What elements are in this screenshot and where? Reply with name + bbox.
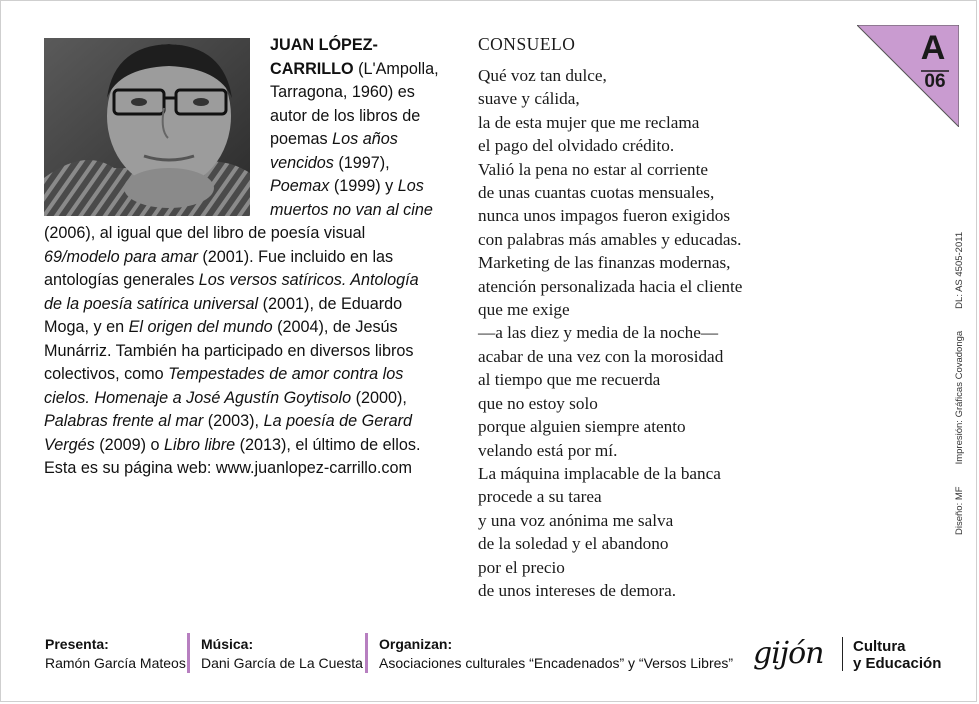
gijon-wordmark: gijón: [753, 636, 824, 671]
poem-line: Valió la pena no estar al corriente: [478, 159, 709, 179]
book-title: La poesía de Gerard Vergés: [44, 412, 413, 454]
book-title: Los años vencidos: [270, 130, 398, 172]
poem: [478, 33, 848, 602]
book-title: El origen del mundo: [128, 318, 273, 336]
poem-line: procede a su tarea: [478, 487, 602, 507]
presenta-value: Ramón García Mateos: [45, 655, 186, 671]
book-title: Poemax: [270, 177, 330, 195]
poem-line: nunca unos impagos fueron exigidos: [478, 206, 731, 226]
footer-separator: [365, 633, 368, 673]
badge-letter: A: [920, 29, 946, 67]
poem-title: CONSUELO: [478, 34, 576, 54]
bio-fragment: (2009) o: [94, 435, 164, 454]
bio-fragment: (2001), de Eduardo Moga, y en: [44, 294, 403, 336]
author-bio: [44, 34, 439, 481]
musica-value: Dani García de La Cuesta: [201, 655, 363, 671]
poem-line: de unos intereses de demora.: [478, 580, 677, 600]
organizan-label: Organizan:: [379, 636, 453, 652]
book-title: Tempestades de amor contra los cielos. Homenaje a José Agustín Goytisolo: [44, 365, 404, 407]
bio-fragment: (L'Ampolla, Tarragona, 1960) es autor de los libros de poemas: [270, 59, 439, 148]
poem-line: suave y cálida,: [478, 89, 580, 109]
presenta-label: Presenta:: [45, 636, 109, 652]
poem-line: de la soledad y el abandono: [478, 534, 669, 554]
design-credit: Diseño: MF: [954, 486, 965, 535]
poem-line: Qué voz tan dulce,: [478, 66, 607, 85]
poem-line: velando está por mí.: [478, 440, 618, 460]
poem-line: que me exige: [478, 300, 570, 320]
poem-line: la de esta mujer que me reclama: [478, 112, 700, 132]
poem-line: que no estoy solo: [478, 393, 598, 413]
author-name: JUAN LÓPEZ-CARRILLO: [270, 36, 378, 78]
print-credits: [954, 210, 965, 535]
logo-separator: [842, 637, 843, 671]
organizan-value: Asociaciones culturales “Encadenados” y “Versos Libres”: [379, 655, 734, 671]
book-title: 69/modelo para amar: [44, 247, 198, 266]
presenta-block: [45, 635, 186, 673]
poem-line: al tiempo que me recuerda: [478, 370, 661, 390]
logo-line-2: y Educación: [853, 655, 942, 672]
musica-label: Música:: [201, 636, 254, 652]
book-title: Los muertos no van al cine: [270, 177, 433, 219]
cultura-educacion-logo: [853, 638, 941, 672]
book-title: Libro libre: [164, 435, 236, 454]
logo-line-1: Cultura: [853, 638, 906, 655]
gijon-logo: [751, 633, 841, 679]
footer-separator: [187, 633, 190, 673]
poem-line: La máquina implacable de la banca: [478, 463, 721, 483]
poem-line: acabar de una vez con la morosidad: [478, 346, 724, 366]
print-credit: Impresión: Gráficas Covadonga: [954, 330, 965, 465]
bio-fragment: (2001). Fue incluido en las antologías generales: [44, 247, 394, 289]
poem-line: el pago del olvidado crédito.: [478, 136, 675, 156]
poem-line: atención personalizada hacia el cliente: [478, 276, 743, 296]
organizan-block: [379, 635, 733, 673]
poem-line: Marketing de las finanzas modernas,: [478, 253, 731, 273]
card-number-badge: [857, 25, 959, 127]
bio-fragment: (2000),: [351, 388, 407, 407]
legal-deposit: DL: AS 4505-2011: [954, 231, 965, 309]
poem-line: con palabras más amables y educadas.: [478, 229, 742, 249]
badge-number: 06: [924, 71, 946, 92]
bio-fragment: (1999) y: [329, 177, 398, 195]
bio-fragment: (2004), de Jesús Munárriz. También ha participado en diversos libros colectivos, como: [44, 318, 414, 383]
poem-line: y una voz anónima me salva: [478, 510, 674, 530]
bio-fragment: (2006), al igual que del libro de poesía visual: [44, 224, 366, 242]
poem-line: por el precio: [478, 557, 565, 577]
book-title: Los versos satíricos. Antología de la poesía satírica universal: [44, 271, 419, 313]
bio-fragment: (2003),: [203, 412, 264, 430]
book-title: Palabras frente al mar: [44, 412, 204, 430]
poem-line: de unas cuantas cuotas mensuales,: [478, 183, 715, 203]
poem-line: —a las diez y media de la noche—: [478, 323, 719, 343]
bio-fragment: (1997),: [333, 153, 390, 172]
bio-fragment: (2013), el último de ellos. Esta es su página web: www.juanlopez-carrillo.com: [44, 435, 421, 477]
poem-line: porque alguien siempre atento: [478, 417, 686, 437]
poem-lines: [478, 64, 848, 602]
musica-block: [201, 635, 363, 673]
